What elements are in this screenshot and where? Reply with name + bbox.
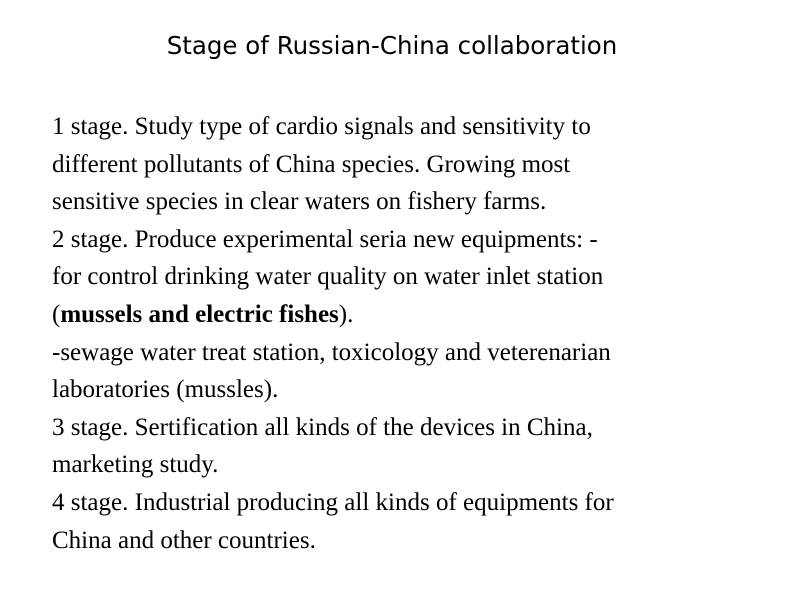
body-line: different pollutants of China species. Growing most (52, 150, 571, 178)
body-line: -sewage water treat station, toxicology and veterenarian (52, 338, 611, 366)
body-line-mixed (52, 296, 792, 334)
slide-title: Stage of Russian-China collaboration (166, 31, 618, 60)
paren-close: ). (338, 300, 354, 328)
bold-emphasis: mussels and electric fishes (60, 300, 339, 328)
body-line: 4 stage. Industrial producing all kinds of equipments for (52, 488, 614, 516)
body-line: sensitive species in clear waters on fishery farms. (52, 188, 547, 216)
body-line: 1 stage. Study type of cardio signals and sensitivity to (52, 113, 591, 140)
body-line: 3 stage. Sertification all kinds of the devices in China, (52, 413, 593, 441)
body-line: marketing study. (52, 451, 219, 479)
body-line: laboratories (mussles). (52, 376, 279, 404)
body-line: 2 stage. Produce experimental seria new equipments: - (52, 225, 598, 253)
body-line: China and other countries. (52, 526, 316, 554)
slide-body (52, 108, 792, 559)
paren-open: ( (52, 300, 61, 328)
body-line: for control drinking water quality on water inlet station (52, 263, 604, 291)
